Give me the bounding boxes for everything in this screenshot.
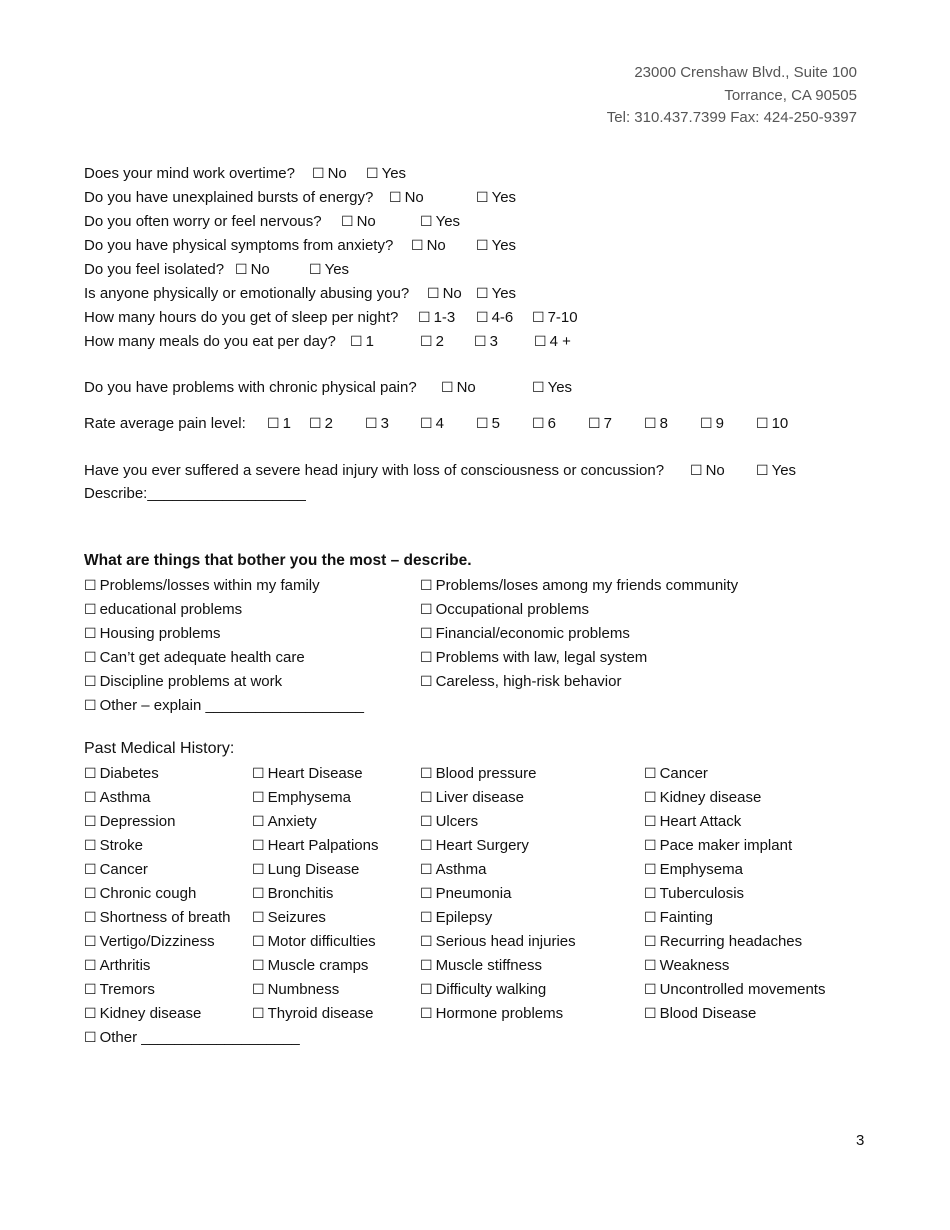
bother-item[interactable] xyxy=(84,600,242,620)
condition-label: Uncontrolled movements xyxy=(659,981,826,998)
condition-item[interactable] xyxy=(644,932,802,952)
answer-option[interactable] xyxy=(700,414,724,434)
bother-item-label: Problems with law, legal system xyxy=(435,649,648,666)
answer-option[interactable] xyxy=(756,414,788,434)
checkbox-icon[interactable]: ☐ xyxy=(341,214,354,230)
condition-item[interactable] xyxy=(420,1004,563,1024)
condition-item[interactable] xyxy=(420,860,486,880)
condition-label: Difficulty walking xyxy=(435,981,547,998)
question-label: Have you ever suffered a severe head injury with loss of consciousness or concussion? xyxy=(84,462,665,479)
condition-label: Heart Palpations xyxy=(267,837,379,854)
checkbox-icon[interactable]: ☐ xyxy=(312,166,325,182)
checkbox-icon[interactable]: ☐ xyxy=(366,166,379,182)
option-label: No xyxy=(426,237,446,254)
condition-item[interactable] xyxy=(84,932,215,952)
option-label: Yes xyxy=(491,189,517,206)
answer-option[interactable] xyxy=(476,236,516,256)
condition-label: Asthma xyxy=(435,861,487,878)
checkbox-icon[interactable]: ☐ xyxy=(252,958,265,974)
option-label: 1-3 xyxy=(433,309,456,326)
checkbox-icon[interactable]: ☐ xyxy=(644,416,657,432)
option-label: 6 xyxy=(547,415,556,432)
medical-history-title: Past Medical History: xyxy=(84,740,235,757)
checkbox-icon[interactable]: ☐ xyxy=(420,334,433,350)
checkbox-icon[interactable]: ☐ xyxy=(644,766,657,782)
checkbox-icon[interactable]: ☐ xyxy=(644,886,657,902)
checkbox-icon[interactable]: ☐ xyxy=(420,214,433,230)
condition-item[interactable] xyxy=(644,860,743,880)
answer-option[interactable] xyxy=(534,332,571,352)
answer-option[interactable] xyxy=(532,378,572,398)
bother-item[interactable] xyxy=(420,648,647,668)
condition-label: Vertigo/Dizziness xyxy=(99,933,215,950)
bother-item[interactable] xyxy=(420,600,589,620)
checkbox-icon[interactable]: ☐ xyxy=(700,416,713,432)
checkbox-icon[interactable]: ☐ xyxy=(235,262,248,278)
answer-option[interactable] xyxy=(644,414,668,434)
bother-item-label: Housing problems xyxy=(99,625,221,642)
option-label: No xyxy=(456,379,476,396)
checkbox-icon[interactable]: ☐ xyxy=(84,626,97,642)
bother-item[interactable] xyxy=(84,672,282,692)
condition-item[interactable] xyxy=(252,788,351,808)
answer-option[interactable] xyxy=(476,284,516,304)
option-label: 4-6 xyxy=(491,309,514,326)
question-label: Do you feel isolated? xyxy=(84,261,225,278)
answer-option[interactable] xyxy=(588,414,612,434)
condition-label: Asthma xyxy=(99,789,151,806)
checkbox-icon[interactable]: ☐ xyxy=(532,310,545,326)
checkbox-icon[interactable]: ☐ xyxy=(84,790,97,806)
condition-label: Chronic cough xyxy=(99,885,197,902)
bother-item-label: Problems/losses within my family xyxy=(99,577,320,594)
describe-field[interactable]: Describe:___________________ xyxy=(84,485,306,502)
bother-item-label: Discipline problems at work xyxy=(99,673,283,690)
checkbox-icon[interactable]: ☐ xyxy=(420,790,433,806)
bother-item[interactable] xyxy=(84,648,305,668)
answer-option[interactable] xyxy=(532,308,578,328)
condition-item[interactable] xyxy=(252,1004,373,1024)
checkbox-icon[interactable]: ☐ xyxy=(84,934,97,950)
condition-label: Kidney disease xyxy=(99,1005,202,1022)
bother-item-label: Can’t get adequate health care xyxy=(99,649,305,666)
answer-option[interactable] xyxy=(418,308,455,328)
question-label: Do you have problems with chronic physical pain? xyxy=(84,379,417,396)
condition-item[interactable] xyxy=(252,860,359,880)
condition-item[interactable] xyxy=(84,884,196,904)
condition-label: Recurring headaches xyxy=(659,933,803,950)
condition-item[interactable] xyxy=(84,860,148,880)
checkbox-icon[interactable]: ☐ xyxy=(756,463,769,479)
checkbox-icon[interactable]: ☐ xyxy=(476,190,489,206)
checkbox-icon[interactable]: ☐ xyxy=(420,910,433,926)
condition-item[interactable] xyxy=(644,812,741,832)
condition-label: Depression xyxy=(99,813,176,830)
address-line-2: Torrance, CA 90505 xyxy=(724,86,857,104)
condition-item[interactable] xyxy=(252,836,378,856)
checkbox-icon[interactable]: ☐ xyxy=(84,578,97,594)
condition-item[interactable] xyxy=(644,836,792,856)
checkbox-icon[interactable]: ☐ xyxy=(644,862,657,878)
answer-option[interactable] xyxy=(474,332,498,352)
condition-label: Motor difficulties xyxy=(267,933,376,950)
condition-item[interactable] xyxy=(420,884,511,904)
option-label: 2 xyxy=(435,333,444,350)
condition-item[interactable] xyxy=(252,932,376,952)
option-label: Yes xyxy=(435,213,461,230)
condition-item[interactable] xyxy=(252,980,339,1000)
condition-item[interactable] xyxy=(252,764,363,784)
condition-item[interactable] xyxy=(84,908,230,928)
question-label: Do you often worry or feel nervous? xyxy=(84,213,322,230)
checkbox-icon[interactable]: ☐ xyxy=(252,838,265,854)
checkbox-icon[interactable]: ☐ xyxy=(420,838,433,854)
checkbox-icon[interactable]: ☐ xyxy=(84,958,97,974)
condition-label: Anxiety xyxy=(267,813,317,830)
option-label: 10 xyxy=(771,415,789,432)
option-label: No xyxy=(250,261,270,278)
condition-item[interactable] xyxy=(252,908,326,928)
condition-label: Arthritis xyxy=(99,957,151,974)
option-label: Yes xyxy=(771,462,797,479)
condition-other-label: Other ___________________ xyxy=(99,1029,300,1046)
checkbox-icon[interactable]: ☐ xyxy=(84,766,97,782)
checkbox-icon[interactable]: ☐ xyxy=(420,982,433,998)
checkbox-icon[interactable]: ☐ xyxy=(252,982,265,998)
condition-label: Heart Attack xyxy=(659,813,742,830)
checkbox-icon[interactable]: ☐ xyxy=(476,286,489,302)
checkbox-icon[interactable]: ☐ xyxy=(252,910,265,926)
answer-option[interactable] xyxy=(309,414,333,434)
option-label: 4 + xyxy=(549,333,571,350)
bother-item-label: Problems/loses among my friends community xyxy=(435,577,739,594)
condition-label: Bronchitis xyxy=(267,885,334,902)
condition-label: Cancer xyxy=(659,765,708,782)
checkbox-icon[interactable]: ☐ xyxy=(84,910,97,926)
checkbox-icon[interactable]: ☐ xyxy=(365,416,378,432)
condition-item[interactable] xyxy=(420,788,524,808)
checkbox-icon[interactable]: ☐ xyxy=(84,602,97,618)
option-label: 3 xyxy=(489,333,498,350)
option-label: 3 xyxy=(380,415,389,432)
option-label: No xyxy=(404,189,424,206)
answer-option[interactable] xyxy=(690,461,725,481)
condition-label: Epilepsy xyxy=(435,909,493,926)
checkbox-icon[interactable]: ☐ xyxy=(644,1006,657,1022)
checkbox-icon[interactable]: ☐ xyxy=(644,910,657,926)
answer-option[interactable] xyxy=(365,414,389,434)
checkbox-icon[interactable]: ☐ xyxy=(476,238,489,254)
checkbox-icon[interactable]: ☐ xyxy=(427,286,440,302)
checkbox-icon[interactable]: ☐ xyxy=(420,958,433,974)
checkbox-icon[interactable]: ☐ xyxy=(84,886,97,902)
checkbox-icon[interactable]: ☐ xyxy=(420,416,433,432)
bother-item[interactable] xyxy=(84,696,364,716)
condition-label: Kidney disease xyxy=(659,789,762,806)
option-label: Yes xyxy=(324,261,350,278)
checkbox-icon[interactable]: ☐ xyxy=(420,650,433,666)
option-label: 7-10 xyxy=(547,309,578,326)
checkbox-icon[interactable]: ☐ xyxy=(411,238,424,254)
bother-item-label: Financial/economic problems xyxy=(435,625,630,642)
answer-option[interactable] xyxy=(389,188,424,208)
checkbox-icon[interactable]: ☐ xyxy=(350,334,363,350)
condition-label: Shortness of breath xyxy=(99,909,231,926)
checkbox-icon[interactable]: ☐ xyxy=(441,380,454,396)
checkbox-icon[interactable]: ☐ xyxy=(420,674,433,690)
condition-label: Ulcers xyxy=(435,813,479,830)
checkbox-icon[interactable]: ☐ xyxy=(309,416,322,432)
checkbox-icon[interactable]: ☐ xyxy=(420,602,433,618)
checkbox-icon[interactable]: ☐ xyxy=(420,578,433,594)
checkbox-icon[interactable]: ☐ xyxy=(84,838,97,854)
option-label: 4 xyxy=(435,415,444,432)
checkbox-icon[interactable]: ☐ xyxy=(418,310,431,326)
checkbox-icon[interactable]: ☐ xyxy=(476,310,489,326)
checkbox-icon[interactable]: ☐ xyxy=(532,380,545,396)
checkbox-icon[interactable]: ☐ xyxy=(534,334,547,350)
checkbox-icon[interactable]: ☐ xyxy=(252,934,265,950)
checkbox-icon[interactable]: ☐ xyxy=(84,650,97,666)
question-label: Is anyone physically or emotionally abusing you? xyxy=(84,285,410,302)
condition-label: Seizures xyxy=(267,909,326,926)
checkbox-icon[interactable]: ☐ xyxy=(644,958,657,974)
bother-item-label: Other – explain ___________________ xyxy=(99,697,364,714)
checkbox-icon[interactable]: ☐ xyxy=(420,1006,433,1022)
checkbox-icon[interactable]: ☐ xyxy=(84,982,97,998)
answer-option[interactable] xyxy=(312,164,347,184)
checkbox-icon[interactable]: ☐ xyxy=(389,190,402,206)
option-label: No xyxy=(705,462,725,479)
bother-item[interactable] xyxy=(420,672,621,692)
condition-label: Liver disease xyxy=(435,789,524,806)
checkbox-icon[interactable]: ☐ xyxy=(420,886,433,902)
condition-label: Pneumonia xyxy=(435,885,512,902)
checkbox-icon[interactable]: ☐ xyxy=(252,766,265,782)
bother-item[interactable] xyxy=(420,624,630,644)
checkbox-icon[interactable]: ☐ xyxy=(252,790,265,806)
answer-option[interactable] xyxy=(235,260,270,280)
condition-item[interactable] xyxy=(84,788,150,808)
condition-item[interactable] xyxy=(420,908,492,928)
condition-label: Serious head injuries xyxy=(435,933,576,950)
condition-label: Heart Disease xyxy=(267,765,363,782)
condition-item[interactable] xyxy=(84,956,150,976)
checkbox-icon[interactable]: ☐ xyxy=(644,982,657,998)
checkbox-icon[interactable]: ☐ xyxy=(84,1030,97,1046)
bother-heading: What are things that bother you the most – describe. xyxy=(84,552,472,569)
condition-label: Numbness xyxy=(267,981,340,998)
condition-label: Fainting xyxy=(659,909,713,926)
condition-item[interactable] xyxy=(252,812,317,832)
condition-label: Emphysema xyxy=(659,861,743,878)
condition-item[interactable] xyxy=(644,1004,756,1024)
checkbox-icon[interactable]: ☐ xyxy=(252,886,265,902)
option-label: No xyxy=(442,285,462,302)
checkbox-icon[interactable]: ☐ xyxy=(84,698,97,714)
checkbox-icon[interactable]: ☐ xyxy=(644,814,657,830)
question-label: Do you have physical symptoms from anxiety? xyxy=(84,237,394,254)
condition-label: Stroke xyxy=(99,837,143,854)
checkbox-icon[interactable]: ☐ xyxy=(532,416,545,432)
option-label: 1 xyxy=(365,333,374,350)
condition-item[interactable] xyxy=(644,908,713,928)
condition-label: Diabetes xyxy=(99,765,159,782)
question-label: How many hours do you get of sleep per night? xyxy=(84,309,399,326)
option-label: 8 xyxy=(659,415,668,432)
answer-option[interactable] xyxy=(476,414,500,434)
condition-item[interactable] xyxy=(420,836,529,856)
option-label: No xyxy=(356,213,376,230)
condition-label: Blood Disease xyxy=(659,1005,757,1022)
condition-item[interactable] xyxy=(420,812,478,832)
answer-option[interactable] xyxy=(420,332,444,352)
option-label: 5 xyxy=(491,415,500,432)
condition-label: Lung Disease xyxy=(267,861,360,878)
checkbox-icon[interactable]: ☐ xyxy=(84,862,97,878)
answer-option[interactable] xyxy=(441,378,476,398)
condition-item[interactable] xyxy=(644,788,761,808)
question-label: Rate average pain level: xyxy=(84,415,246,432)
condition-label: Thyroid disease xyxy=(267,1005,374,1022)
option-label: 1 xyxy=(282,415,291,432)
answer-option[interactable] xyxy=(420,212,460,232)
clinic-address xyxy=(607,62,857,130)
condition-label: Weakness xyxy=(659,957,730,974)
checkbox-icon[interactable]: ☐ xyxy=(756,416,769,432)
answer-option[interactable] xyxy=(309,260,349,280)
condition-item[interactable] xyxy=(420,956,542,976)
checkbox-icon[interactable]: ☐ xyxy=(84,1006,97,1022)
checkbox-icon[interactable]: ☐ xyxy=(420,626,433,642)
answer-option[interactable] xyxy=(476,188,516,208)
checkbox-icon[interactable]: ☐ xyxy=(644,934,657,950)
answer-option[interactable] xyxy=(267,414,291,434)
condition-item[interactable] xyxy=(644,884,744,904)
condition-item[interactable] xyxy=(252,884,333,904)
option-label: 2 xyxy=(324,415,333,432)
checkbox-icon[interactable]: ☐ xyxy=(252,814,265,830)
condition-item[interactable] xyxy=(84,980,155,1000)
page-number: 3 xyxy=(856,1132,865,1149)
answer-option[interactable] xyxy=(756,461,796,481)
checkbox-icon[interactable]: ☐ xyxy=(267,416,280,432)
condition-label: Tuberculosis xyxy=(659,885,745,902)
question-label: How many meals do you eat per day? xyxy=(84,333,336,350)
checkbox-icon[interactable]: ☐ xyxy=(84,674,97,690)
question-label: Does your mind work overtime? xyxy=(84,165,295,182)
checkbox-icon[interactable]: ☐ xyxy=(252,862,265,878)
answer-option[interactable] xyxy=(350,332,374,352)
condition-label: Emphysema xyxy=(267,789,351,806)
bother-item-label: Occupational problems xyxy=(435,601,589,618)
answer-option[interactable] xyxy=(420,414,444,434)
condition-label: Blood pressure xyxy=(435,765,537,782)
question-label: Do you have unexplained bursts of energy? xyxy=(84,189,374,206)
bother-item-label: educational problems xyxy=(99,601,243,618)
condition-label: Heart Surgery xyxy=(435,837,529,854)
condition-item[interactable] xyxy=(84,812,175,832)
condition-label: Muscle cramps xyxy=(267,957,369,974)
condition-item[interactable] xyxy=(644,764,708,784)
checkbox-icon[interactable]: ☐ xyxy=(420,862,433,878)
condition-label: Pace maker implant xyxy=(659,837,793,854)
answer-option[interactable] xyxy=(476,308,513,328)
checkbox-icon[interactable]: ☐ xyxy=(644,790,657,806)
condition-item[interactable] xyxy=(84,764,159,784)
answer-option[interactable] xyxy=(427,284,462,304)
condition-other[interactable] xyxy=(84,1028,300,1048)
phone-fax-line: Tel: 310.437.7399 Fax: 424-250-9397 xyxy=(606,109,857,126)
condition-item[interactable] xyxy=(644,980,825,1000)
checkbox-icon[interactable]: ☐ xyxy=(690,463,703,479)
checkbox-icon[interactable]: ☐ xyxy=(309,262,322,278)
condition-item[interactable] xyxy=(420,932,576,952)
bother-item[interactable] xyxy=(420,576,738,596)
bother-item-label: Careless, high-risk behavior xyxy=(435,673,622,690)
checkbox-icon[interactable]: ☐ xyxy=(252,1006,265,1022)
answer-option[interactable] xyxy=(366,164,406,184)
checkbox-icon[interactable]: ☐ xyxy=(420,934,433,950)
checkbox-icon[interactable]: ☐ xyxy=(644,838,657,854)
condition-label: Muscle stiffness xyxy=(435,957,542,974)
condition-item[interactable] xyxy=(420,980,546,1000)
option-label: Yes xyxy=(491,237,517,254)
checkbox-icon[interactable]: ☐ xyxy=(476,416,489,432)
condition-label: Hormone problems xyxy=(435,1005,564,1022)
bother-item[interactable] xyxy=(84,624,220,644)
bother-item[interactable] xyxy=(84,576,320,596)
option-label: 9 xyxy=(715,415,724,432)
option-label: Yes xyxy=(381,165,407,182)
condition-item[interactable] xyxy=(84,1004,201,1024)
condition-label: Tremors xyxy=(99,981,155,998)
checkbox-icon[interactable]: ☐ xyxy=(420,766,433,782)
condition-label: Cancer xyxy=(99,861,148,878)
option-label: Yes xyxy=(491,285,517,302)
condition-item[interactable] xyxy=(252,956,368,976)
checkbox-icon[interactable]: ☐ xyxy=(84,814,97,830)
answer-option[interactable] xyxy=(411,236,446,256)
answer-option[interactable] xyxy=(341,212,376,232)
checkbox-icon[interactable]: ☐ xyxy=(588,416,601,432)
option-label: Yes xyxy=(547,379,573,396)
condition-item[interactable] xyxy=(420,764,536,784)
address-line-1: 23000 Crenshaw Blvd., Suite 100 xyxy=(634,64,857,81)
checkbox-icon[interactable]: ☐ xyxy=(420,814,433,830)
condition-item[interactable] xyxy=(644,956,729,976)
answer-option[interactable] xyxy=(532,414,556,434)
option-label: No xyxy=(327,165,347,182)
condition-item[interactable] xyxy=(84,836,143,856)
checkbox-icon[interactable]: ☐ xyxy=(474,334,487,350)
option-label: 7 xyxy=(603,415,612,432)
